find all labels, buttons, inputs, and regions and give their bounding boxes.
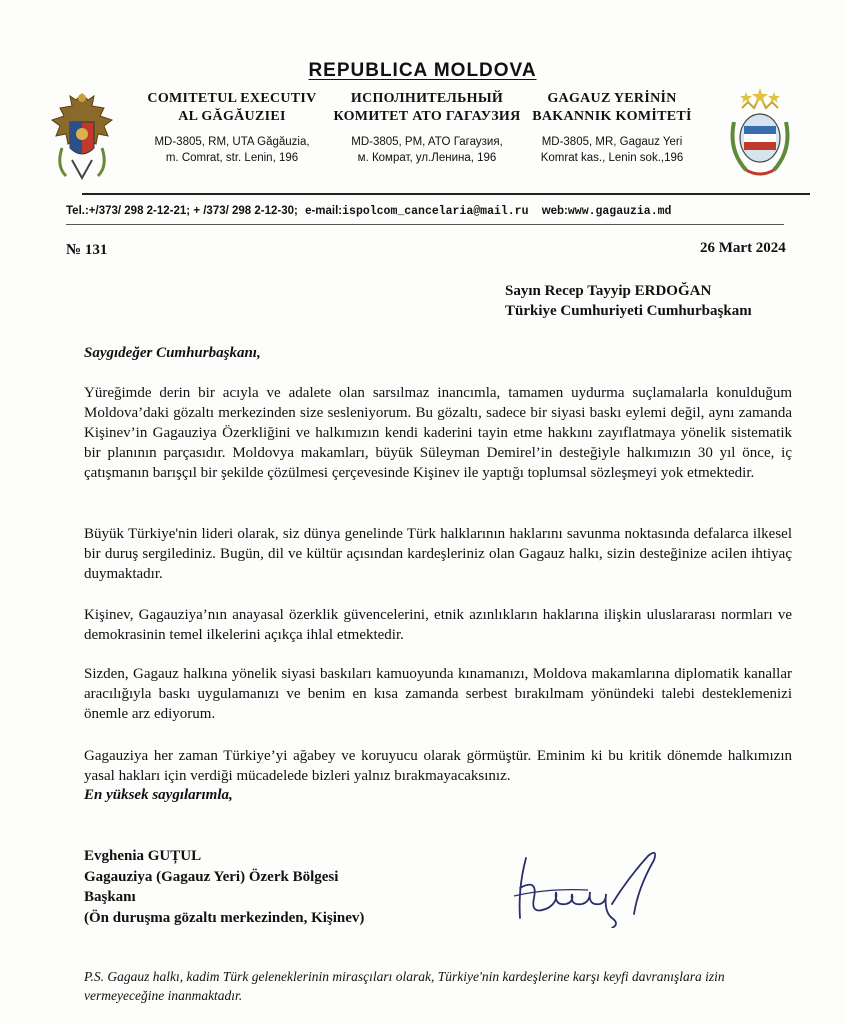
address-ro — [132, 134, 332, 166]
body-paragraph: Sizden, Gagauz halkına yönelik siyasi baskıları kamuoyunda kınamanızı, Moldova makamlarına diplomatik kanallar aracılığıyla baskı uygulamanızı ve benim en kısa zamanda serbest bırakılmam yönündeki talebi desteklemenizi önemle arz ediyorum. — [84, 666, 792, 722]
contact-phone: Tel.:+/373/ 298 2-12-21; + /373/ 298 2-12-30; — [66, 205, 298, 217]
addressee-name: Sayın Recep Tayyip ERDOĞAN — [505, 283, 712, 299]
header-column-ro — [132, 90, 332, 166]
header-divider — [82, 193, 810, 195]
address-line: м. Комрат, ул.Ленина, 196 — [357, 152, 497, 164]
signer-title: Gagauziya (Gagauz Yeri) Özerk Bölgesi — [84, 868, 339, 885]
address-gag — [512, 134, 712, 166]
org-name-line: COMITETUL EXECUTIV — [147, 91, 317, 106]
handwritten-signature — [508, 848, 668, 928]
org-name-line: ИСПОЛНИТЕЛЬНЫЙ — [350, 91, 504, 106]
address-line: Komrat kas., Lenin sok.,196 — [540, 152, 684, 164]
moldova-coat-of-arms-icon — [42, 86, 122, 186]
org-name-line: КОМИТЕТ АТО ГАГАУЗИЯ — [333, 109, 521, 124]
org-name-line: GAGAUZ YERİNİN — [547, 91, 677, 106]
letter-date: 26 Mart 2024 — [700, 240, 786, 256]
signature-block — [84, 846, 364, 928]
header-column-ru — [322, 90, 532, 166]
address-line: m. Comrat, str. Lenin, 196 — [165, 152, 299, 164]
org-name-gag — [512, 90, 712, 126]
body-paragraph: Gagauziya her zaman Türkiye’yi ağabey ve koruyucu olarak görmüştür. Eminim ki bu kritik dönemde halkımızın yasal hakları için verdiği mücadelede bizleri yalnız bırakmayacaksınız. — [84, 748, 792, 784]
header-title: REPUBLICA MOLDOVA — [308, 60, 537, 81]
contact-email[interactable]: ispolcom_cancelaria@mail.ru — [342, 205, 529, 218]
org-name-line: BAKANNIK KOMİTETİ — [532, 109, 692, 124]
addressee-title: Türkiye Cumhuriyeti Cumhurbaşkanı — [505, 303, 752, 319]
org-name-line: AL GĂGĂUZIEI — [178, 109, 286, 124]
greeting: Saygıdeğer Cumhurbaşkanı, — [84, 345, 261, 361]
signer-name: Evghenia GUȚUL — [84, 848, 202, 864]
gagauzia-coat-of-arms-icon — [720, 82, 800, 182]
contact-web[interactable]: www.gagauzia.md — [567, 205, 672, 218]
address-line: MD-3805, PM, ATO Гагаузия, — [351, 136, 503, 148]
header-column-gag — [512, 90, 712, 166]
org-name-ro — [132, 90, 332, 126]
closing: En yüksek saygılarımla, — [84, 787, 233, 803]
letter-number: № 131 — [66, 242, 108, 258]
body-paragraph: Büyük Türkiye'nin lideri olarak, siz dünya genelinde Türk halklarının haklarını savunma noktasında defalarca ilkesel bir duruş sergilediniz. Bugün, dil ve kültür açısından kardeşleriniz olan Gagauz halkı, sizin desteğinize acilen ihtiyaç duymaktadır. — [84, 526, 792, 582]
signer-location: (Ön duruşma gözaltı merkezinden, Kişinev) — [84, 909, 365, 926]
contact-line — [66, 205, 671, 218]
contact-email-label: e-mail: — [305, 205, 343, 217]
org-name-ru — [322, 90, 532, 126]
addressee — [505, 281, 752, 321]
address-line: MD-3805, MR, Gagauz Yeri — [541, 136, 683, 148]
address-ru — [322, 134, 532, 166]
body-paragraph: Kişinev, Gagauziya’nın anayasal özerklik güvencelerini, etnik azınlıkların haklarına ilişkin uluslararası normları ve demokrasinin temel ilkelerini açıkça ihlal etmektedir. — [84, 607, 792, 643]
postscript: P.S. Gagauz halkı, kadim Türk geleneklerinin mirasçıları olarak, Türkiye'nin kardeşlerine karşı keyfi davranışlara izin vermeyeceğine inanmaktadır. — [84, 969, 725, 1003]
signer-title: Başkanı — [84, 889, 136, 905]
body-paragraph: Yüreğimde derin bir acıyla ve adalete olan sarsılmaz inancımla, tamamen uydurma suçlamalarla konulduğum Moldova’daki gözaltı merkezinden size sesleniyorum. Bu gözaltı, sadece bir siyasi baskı eylemi değil, aynı zamanda Kişinev’in Gagauziya Özerkliğini ve halkımızın kendi kaderini tayin etme hakkını zayıflatmaya yönelik sistematik bir planının parçasıdır. Moldovya makamları, büyük Süleyman Demirel’in desteğiyle halkımızın 30 yıl önce, iç çatışmanın barışçıl bir şekilde çözülmesi çerçevesinde Kişinev ile yaptığı toplumsal sözleşmeyi yok etmektedir. — [84, 385, 792, 481]
address-line: MD-3805, RM, UTA Găgăuzia, — [154, 136, 310, 148]
contact-web-label: web: — [541, 205, 568, 217]
contact-divider — [66, 224, 784, 225]
